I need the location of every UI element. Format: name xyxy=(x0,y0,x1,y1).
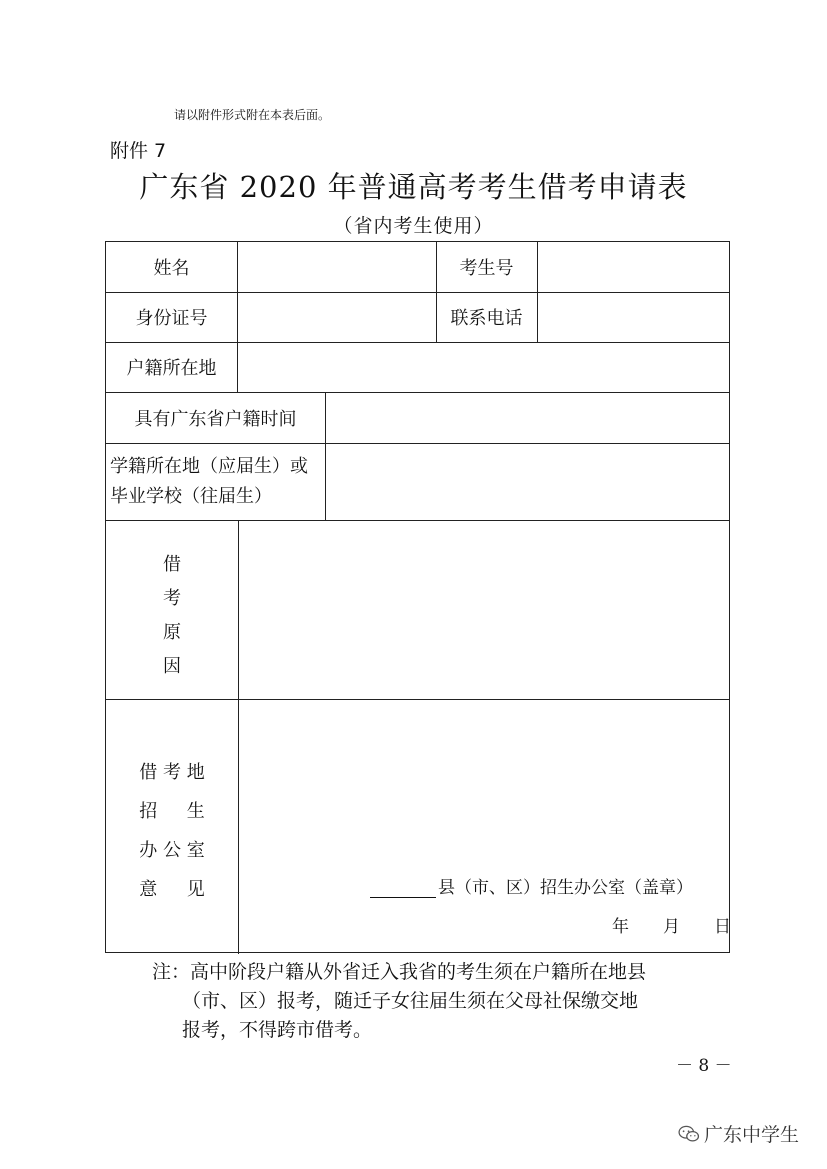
opinion-label xyxy=(106,699,238,952)
exam-number-label: 考生号 xyxy=(459,258,514,279)
opinion-line: 借 考 地 xyxy=(139,761,205,783)
office-text: 县（市、区）招生办公室（盖章） xyxy=(438,878,693,898)
footnote-line-2: （市、区）报考，随迁子女往届生须在父母社保缴交地 xyxy=(182,990,639,1012)
page-subtitle: （省内考生使用） xyxy=(333,215,494,237)
date-line: 年 月 日 xyxy=(612,917,731,937)
hukou-location-field[interactable] xyxy=(237,342,729,392)
footnote-line-1: 注：高中阶段户籍从外省迁入我省的考生须在户籍所在地县 xyxy=(152,961,647,983)
reason-field[interactable] xyxy=(238,520,729,699)
opinion-line: 办 公 室 xyxy=(139,839,205,861)
school-label-line-2: 毕业学校（往届生） xyxy=(110,485,272,507)
hukou-time-field[interactable] xyxy=(325,392,729,443)
school-label xyxy=(106,443,325,520)
opinion-line: 招 生 xyxy=(139,800,205,822)
name-field[interactable] xyxy=(237,242,436,292)
id-number-label: 身份证号 xyxy=(135,308,208,329)
exam-number-field[interactable] xyxy=(537,242,729,292)
reason-char: 因 xyxy=(163,655,181,677)
opinion-line: 意 见 xyxy=(139,878,205,900)
wechat-icon xyxy=(678,1125,700,1143)
watermark xyxy=(678,1120,799,1147)
phone-label: 联系电话 xyxy=(450,308,523,329)
hukou-time-label: 具有广东省户籍时间 xyxy=(134,408,297,430)
reason-char: 借 xyxy=(163,553,181,575)
school-field[interactable] xyxy=(325,443,729,520)
reason-char: 考 xyxy=(163,587,181,609)
footnote-line-3: 报考，不得跨市借考。 xyxy=(182,1019,373,1041)
footnote xyxy=(152,958,732,1045)
county-blank[interactable] xyxy=(370,881,436,898)
hukou-location-label: 户籍所在地 xyxy=(126,358,217,379)
phone-field[interactable] xyxy=(537,292,729,342)
school-label-line-1: 学籍所在地（应届生）或 xyxy=(110,455,308,477)
watermark-text: 广东中学生 xyxy=(703,1124,799,1146)
page-title: 广东省 2020 年普通高考考生借考申请表 xyxy=(139,170,688,204)
reason-char: 原 xyxy=(163,621,181,643)
page-number: － 8 － xyxy=(676,1056,732,1076)
attachment-label: 附件 7 xyxy=(110,140,167,162)
name-label: 姓名 xyxy=(153,258,190,279)
office-stamp-line xyxy=(370,873,693,898)
id-number-field[interactable] xyxy=(237,292,436,342)
application-form xyxy=(105,241,730,953)
top-note: 请以附件形式附在本表后面。 xyxy=(174,108,331,122)
reason-label xyxy=(106,520,238,699)
